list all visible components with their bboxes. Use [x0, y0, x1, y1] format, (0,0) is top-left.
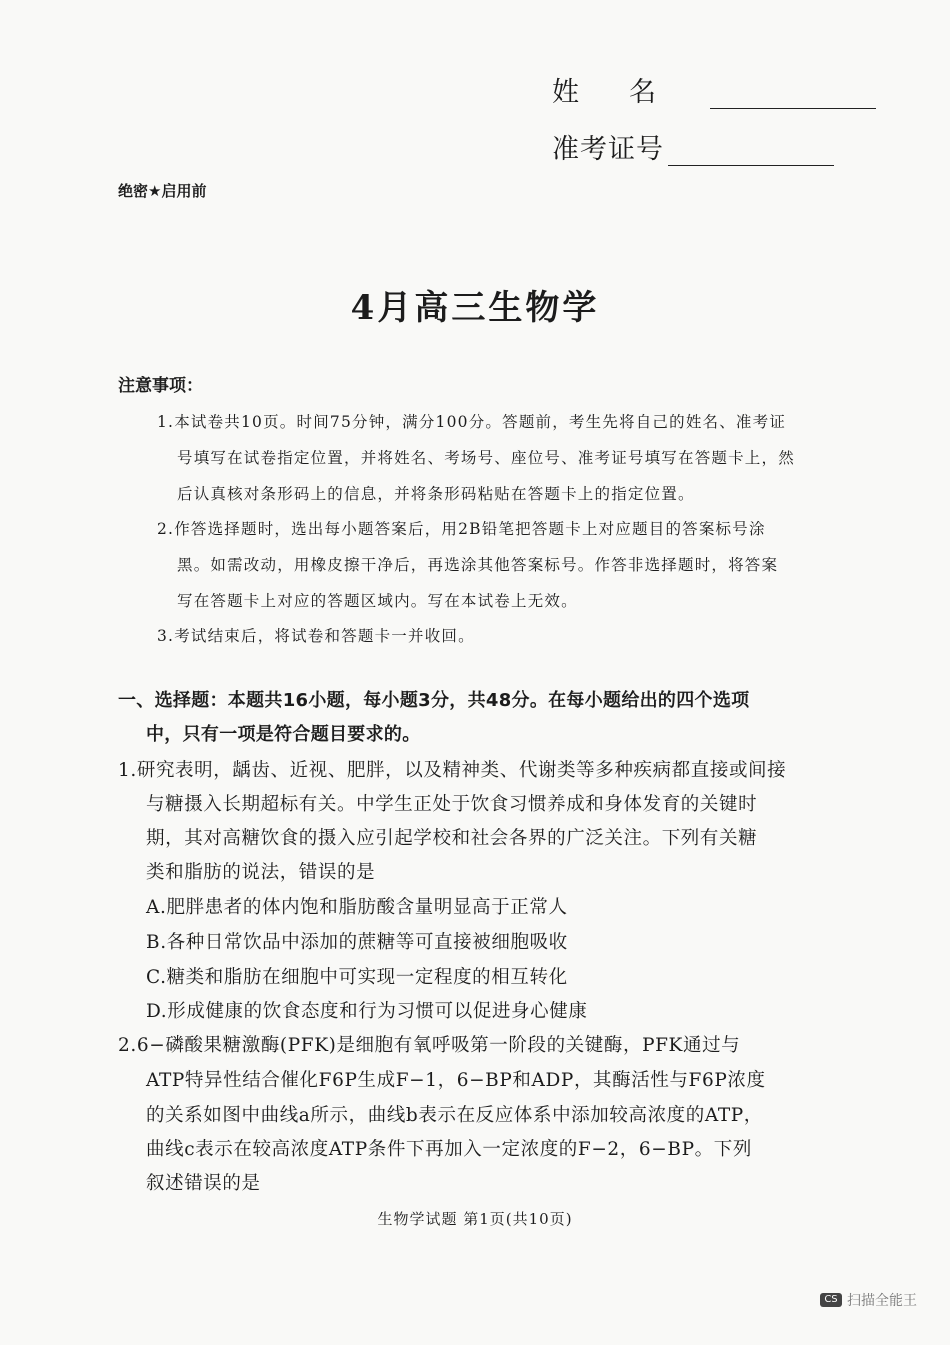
question-2-stem: 叙述错误的是 [146, 1173, 261, 1194]
exam-id-blank-line [668, 141, 834, 166]
name-blank-line [710, 84, 876, 109]
question-1-stem: 与糖摄入长期超标有关。中学生正处于饮食习惯养成和身体发育的关键时 [146, 794, 758, 815]
note-line: 2.作答选择题时，选出每小题答案后，用2B铅笔把答题卡上对应题目的答案标号涂 [157, 520, 766, 538]
note-line: 号填写在试卷指定位置，并将姓名、考场号、座位号、准考证号填写在答题卡上，然 [177, 449, 795, 467]
question-1-stem: 1.研究表明，龋齿、近视、肥胖，以及精神类、代谢类等多种疾病都直接或间接 [118, 760, 787, 781]
question-1-option-d: D.形成健康的饮食态度和行为习惯可以促进身心健康 [146, 1001, 588, 1022]
name-label: 姓名 [552, 77, 706, 108]
page-title: 4月高三生物学 [350, 288, 600, 328]
section-heading-cont: 中，只有一项是符合题目要求的。 [146, 724, 421, 745]
question-1-stem: 类和脂肪的说法，错误的是 [146, 862, 376, 883]
exam-id-label: 准考证号 [552, 134, 664, 165]
note-line: 后认真核对条形码上的信息，并将条形码粘贴在答题卡上的指定位置。 [177, 485, 695, 503]
question-1-stem: 期，其对高糖饮食的摄入应引起学校和社会各界的广泛关注。下列有关糖 [146, 828, 758, 849]
question-1-option-a: A.肥胖患者的体内饱和脂肪酸含量明显高于正常人 [146, 897, 568, 918]
notes-heading: 注意事项： [118, 376, 203, 396]
note-line: 写在答题卡上对应的答题区域内。写在本试卷上无效。 [177, 592, 578, 610]
scanner-watermark [820, 1290, 917, 1310]
question-1-option-b: B.各种日常饮品中添加的蔗糖等可直接被细胞吸收 [146, 932, 568, 953]
scanner-logo-icon: CS [820, 1293, 842, 1307]
question-2-stem: 2.6−磷酸果糖激酶(PFK)是细胞有氧呼吸第一阶段的关键酶，PFK通过与 [118, 1035, 741, 1056]
name-field [552, 70, 876, 109]
section-heading: 一、选择题：本题共16小题，每小题3分，共48分。在每小题给出的四个选项 [118, 690, 750, 711]
question-1-option-c: C.糖类和脂肪在细胞中可实现一定程度的相互转化 [146, 967, 568, 988]
confidential-label: 绝密★启用前 [118, 182, 207, 200]
note-line: 1.本试卷共10页。时间75分钟，满分100分。答题前，考生先将自己的姓名、准考证 [157, 413, 787, 431]
note-line: 3.考试结束后，将试卷和答题卡一并收回。 [157, 627, 475, 645]
question-2-stem: 的关系如图中曲线a所示，曲线b表示在反应体系中添加较高浓度的ATP， [146, 1105, 763, 1126]
question-2-stem: ATP特异性结合催化F6P生成F−1，6−BP和ADP，其酶活性与F6P浓度 [146, 1070, 766, 1091]
page-footer: 生物学试题 第1页(共10页) [377, 1210, 573, 1228]
exam-id-field [552, 127, 834, 166]
scanner-watermark-text: 扫描全能王 [847, 1293, 917, 1309]
question-2-stem: 曲线c表示在较高浓度ATP条件下再加入一定浓度的F−2，6−BP。下列 [146, 1139, 752, 1160]
note-line: 黑。如需改动，用橡皮擦干净后，再选涂其他答案标号。作答非选择题时，将答案 [177, 556, 779, 574]
